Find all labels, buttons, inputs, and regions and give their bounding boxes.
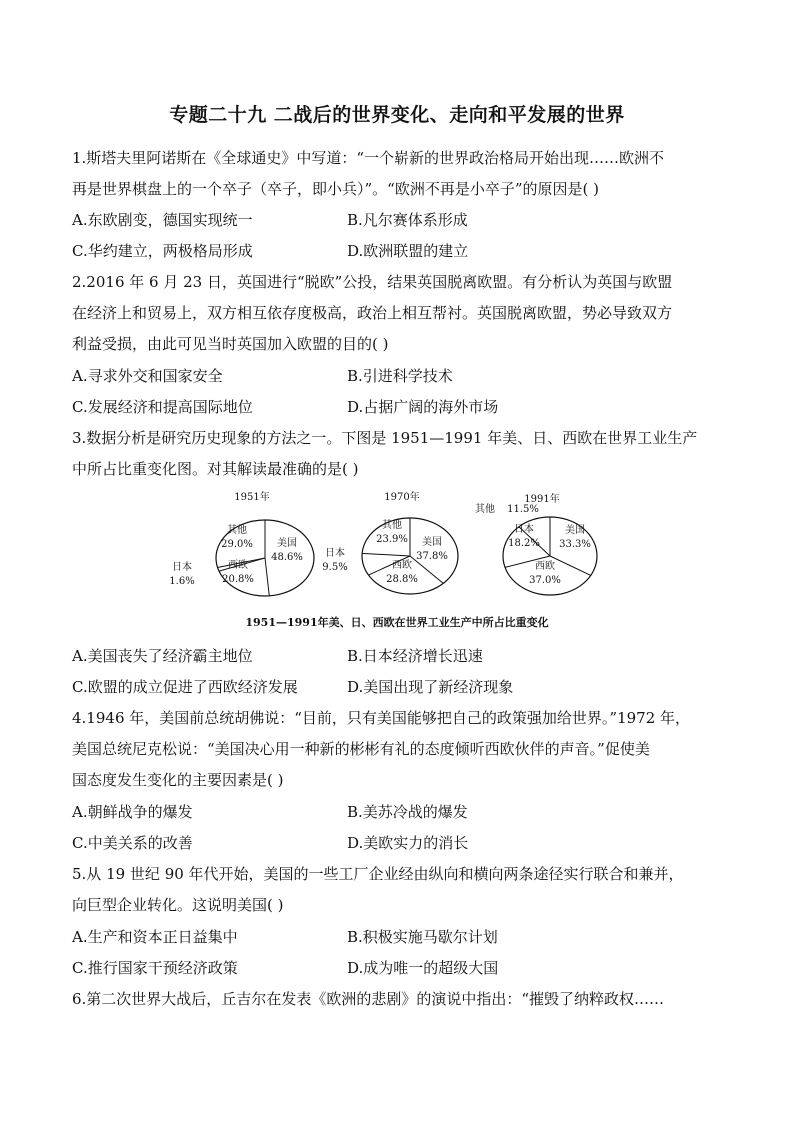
pie-3-value-西欧: 37.0% — [529, 575, 561, 586]
pie-2-value-其他: 23.9% — [376, 534, 408, 545]
question-3-option-a: A.美国丧失了经济霸主地位 — [72, 647, 253, 665]
pie-2-value-日本: 9.5% — [322, 562, 348, 573]
pie-1-value-西欧: 20.8% — [222, 574, 254, 585]
question-1-line-1: 1.斯塔夫里阿诺斯在《全球通史》中写道：“一个崭新的世界政治格局开始出现……欧洲不 — [72, 149, 664, 167]
question-5-line-2: 向巨型企业转化。这说明美国( ) — [72, 896, 284, 914]
question-4-option-c: C.中美关系的改善 — [72, 834, 193, 852]
question-1-option-d: D.欧洲联盟的建立 — [347, 242, 469, 260]
pie-3-label-西欧: 西欧 — [535, 561, 555, 572]
question-1-option-b: B.凡尔赛体系形成 — [347, 211, 468, 229]
pie-1-label-日本: 日本 — [172, 562, 192, 573]
pie-3-value-美国: 33.3% — [559, 539, 591, 550]
question-1-line-2: 再是世界棋盘上的一个卒子（卒子，即小兵）”。“欧洲不再是小卒子”的原因是( ) — [72, 180, 599, 198]
question-2-option-d: D.占据广阔的海外市场 — [347, 398, 499, 416]
question-2-option-c: C.发展经济和提高国际地位 — [72, 398, 253, 416]
question-1-option-a: A.东欧剧变，德国实现统一 — [72, 211, 253, 229]
question-3-line-1: 3.数据分析是研究历史现象的方法之一。下图是 1951—1991 年美、日、西欧在世界工业生产 — [72, 429, 698, 447]
pie-3-value-日本: 18.2% — [508, 538, 540, 549]
pie-1-value-日本: 1.6% — [170, 576, 195, 587]
pie-1-value-美国: 48.6% — [271, 552, 303, 563]
chart-caption: 1951—1991年美、日、西欧在世界工业生产中所占比重变化 — [245, 616, 549, 629]
question-5-line-1: 5.从 19 世纪 90 年代开始，美国的一些工厂企业经由纵向和横向两条途径实行联合和兼并， — [72, 865, 684, 883]
pie-3-label-美国: 美国 — [565, 525, 585, 536]
question-4-option-a: A.朝鲜战争的爆发 — [72, 803, 193, 821]
question-2-line-3: 利益受损，由此可见当时英国加入欧盟的目的( ) — [72, 335, 389, 353]
pie-1-label-其他: 其他 — [227, 525, 247, 536]
question-5-option-a: A.生产和资本正日益集中 — [72, 928, 238, 946]
question-4-option-b: B.美苏冷战的爆发 — [347, 803, 468, 821]
question-3-line-2: 中所占比重变化图。对其解读最准确的是( ) — [72, 460, 359, 478]
pie-1-label-美国: 美国 — [277, 538, 297, 549]
pie-2-label-其他: 其他 — [382, 520, 402, 531]
question-1-option-c: C.华约建立，两极格局形成 — [72, 242, 253, 260]
question-5-option-d: D.成为唯一的超级大国 — [347, 959, 499, 977]
question-3-option-d: D.美国出现了新经济现象 — [347, 678, 514, 696]
question-2-line-1: 2.2016 年 6 月 23 日，英国进行“脱欧”公投，结果英国脱离欧盟。有分析认为英国与欧盟 — [72, 273, 673, 291]
pie-3-label-其他: 其他 — [475, 504, 495, 515]
page-title: 专题二十九 二战后的世界变化、走向和平发展的世界 — [169, 104, 625, 126]
question-2-option-a: A.寻求外交和国家安全 — [72, 367, 223, 385]
pie-3-title: 1991年 — [524, 494, 560, 505]
pie-3-value-其他: 11.5% — [507, 504, 539, 515]
question-2-line-2: 在经济上和贸易上，双方相互依存度极高，政治上相互帮衬。英国脱离欧盟，势必导致双方 — [72, 304, 673, 322]
question-3-option-c: C.欧盟的成立促进了西欧经济发展 — [72, 678, 298, 696]
question-4-option-d: D.美欧实力的消长 — [347, 834, 469, 852]
pie-1-label-西欧: 西欧 — [228, 560, 248, 571]
pie-charts — [170, 488, 610, 608]
question-4-line-1: 4.1946 年，美国前总统胡佛说：“目前，只有美国能够把自己的政策强加给世界。”1972 年， — [72, 709, 691, 727]
question-3-option-b: B.日本经济增长迅速 — [347, 647, 483, 665]
question-5-option-c: C.推行国家干预经济政策 — [72, 959, 238, 977]
pie-2-title: 1970年 — [384, 492, 420, 503]
pie-2-value-美国: 37.8% — [416, 551, 448, 562]
question-6-line-1: 6.第二次世界大战后，丘吉尔在发表《欧洲的悲剧》的演说中指出：“摧毁了纳粹政权…… — [72, 990, 664, 1008]
pie-3-label-日本: 日本 — [514, 524, 534, 535]
question-4-line-2: 美国总统尼克松说：“美国决心用一种新的彬彬有礼的态度倾听西欧伙伴的声音。”促使美 — [72, 740, 650, 758]
pie-2-label-西欧: 西欧 — [392, 560, 412, 571]
pie-2-label-美国: 美国 — [422, 537, 442, 548]
question-5-option-b: B.积极实施马歇尔计划 — [347, 928, 498, 946]
question-2-option-b: B.引进科学技术 — [347, 367, 453, 385]
pie-2-label-日本: 日本 — [325, 548, 345, 559]
pie-2-value-西欧: 28.8% — [386, 574, 418, 585]
pie-chart-figure — [170, 488, 610, 608]
pie-1-value-其他: 29.0% — [221, 539, 253, 550]
question-4-line-3: 国态度发生变化的主要因素是( ) — [72, 771, 284, 789]
pie-1-title: 1951年 — [234, 492, 270, 503]
